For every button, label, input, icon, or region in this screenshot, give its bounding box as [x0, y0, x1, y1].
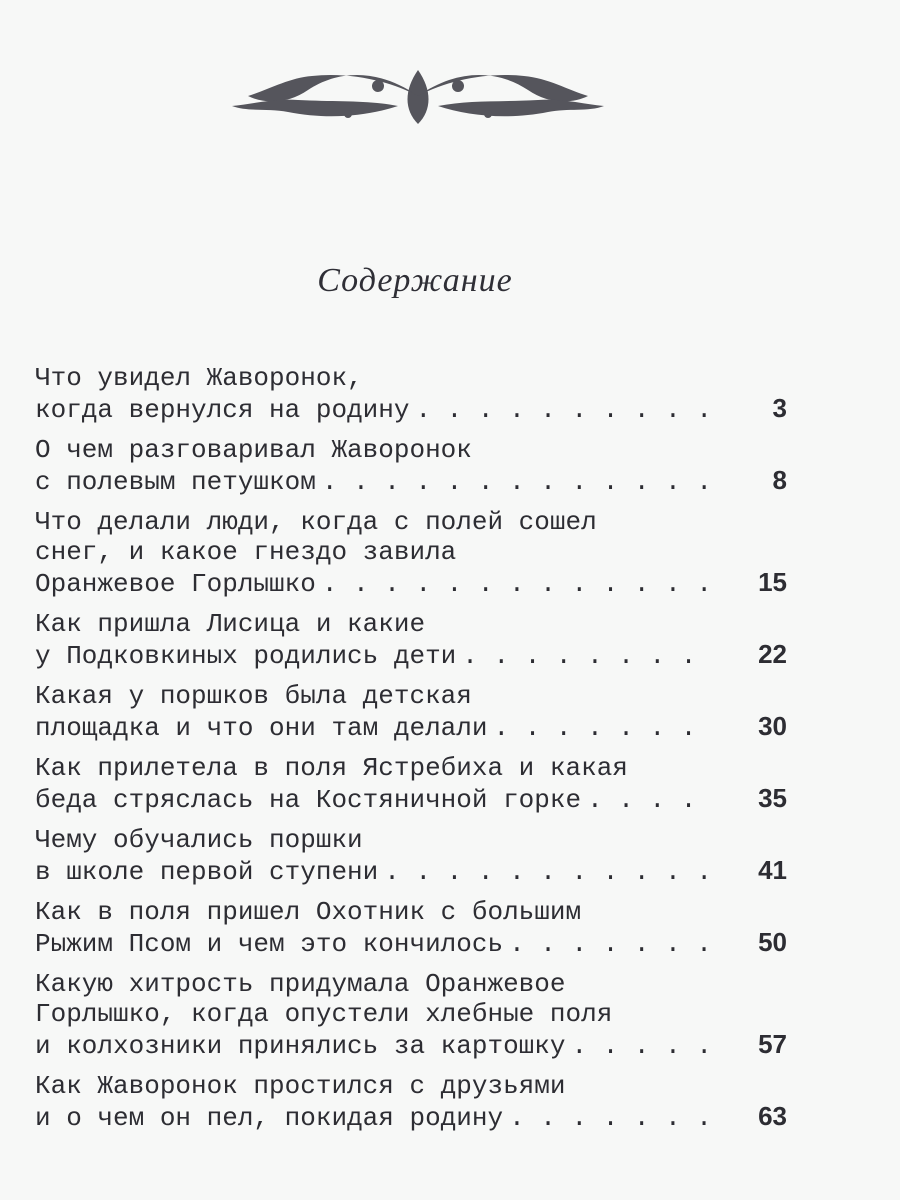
page-number: 35 — [758, 783, 787, 813]
toc-entry-line — [35, 393, 787, 425]
toc-entry-line — [35, 969, 787, 999]
toc-entry-title-line: Как Жаворонок простился с друзьями — [35, 1071, 566, 1101]
toc-entry[interactable] — [35, 507, 787, 599]
toc-entry-title-line: Что делали люди, когда с полей сошел — [35, 507, 597, 537]
dot-leader — [462, 641, 717, 671]
toc-entry-line — [35, 639, 787, 671]
page-title: Содержание — [317, 262, 513, 299]
toc-entry-line — [35, 1029, 787, 1061]
toc-entry-title-line: площадка и что они там делали — [35, 713, 488, 743]
page-number: 57 — [758, 1029, 787, 1059]
dot-leader — [509, 1103, 717, 1133]
toc-entry-line — [35, 537, 787, 567]
toc-entry-title-line: когда вернулся на родину — [35, 395, 410, 425]
toc-entry-title-line: Оранжевое Горлышко — [35, 569, 316, 599]
page-number: 22 — [758, 639, 787, 669]
toc-entry-line — [35, 567, 787, 599]
toc-entry-title-line: О чем разговаривал Жаворонок — [35, 435, 472, 465]
dot-leader — [509, 929, 717, 959]
page-number: 50 — [758, 927, 787, 957]
toc-entry[interactable] — [35, 969, 787, 1061]
toc-entry[interactable] — [35, 609, 787, 671]
dot-leader — [384, 857, 717, 887]
toc-entry-line — [35, 507, 787, 537]
toc-entry-title-line: Как пришла Лисица и какие — [35, 609, 426, 639]
dot-leader — [415, 395, 717, 425]
toc-entry-line — [35, 897, 787, 927]
toc-entry-title-line: Чему обучались поршки — [35, 825, 363, 855]
toc-entry-line — [35, 855, 787, 887]
toc-entry-line — [35, 711, 787, 743]
toc-entry[interactable] — [35, 1071, 787, 1133]
toc-entry-line — [35, 465, 787, 497]
dot-leader — [493, 713, 717, 743]
page-number: 8 — [772, 465, 787, 495]
toc-entry[interactable] — [35, 897, 787, 959]
dot-leader — [322, 467, 717, 497]
toc-entry-title-line: и о чем он пел, покидая родину — [35, 1103, 504, 1133]
toc-entry-line — [35, 1101, 787, 1133]
toc-entry-title-line: Что увидел Жаворонок, — [35, 363, 363, 393]
toc-entry-title-line: снег, и какое гнездо завила — [35, 537, 457, 567]
toc-entry-title-line: с полевым петушком — [35, 467, 316, 497]
toc-entry-title-line: и колхозники принялись за картошку — [35, 1031, 566, 1061]
page-number: 30 — [758, 711, 787, 741]
page-number: 15 — [758, 567, 787, 597]
toc-entry-title-line: Рыжим Псом и чем это кончилось — [35, 929, 504, 959]
toc-entry[interactable] — [35, 435, 787, 497]
toc-entry-line — [35, 999, 787, 1029]
table-of-contents — [35, 363, 787, 1143]
toc-entry-title-line: у Подковкиных родились дети — [35, 641, 457, 671]
dot-leader — [322, 569, 717, 599]
toc-entry-line — [35, 783, 787, 815]
toc-entry[interactable] — [35, 825, 787, 887]
ornament-icon — [228, 60, 608, 130]
page-number: 3 — [772, 393, 787, 423]
toc-entry-line — [35, 1071, 787, 1101]
toc-entry-title-line: Горлышко, когда опустели хлебные поля — [35, 999, 613, 1029]
dot-leader — [572, 1031, 718, 1061]
toc-entry-line — [35, 363, 787, 393]
toc-entry[interactable] — [35, 363, 787, 425]
toc-entry-line — [35, 681, 787, 711]
toc-entry-title-line: Какую хитрость придумала Оранжевое — [35, 969, 566, 999]
toc-entry-title-line: Как прилетела в поля Ястребиха и какая — [35, 753, 628, 783]
toc-entry-title-line: Как в поля пришел Охотник с большим — [35, 897, 582, 927]
toc-entry-line — [35, 435, 787, 465]
dot-leader — [587, 785, 717, 815]
toc-entry-line — [35, 825, 787, 855]
toc-entry-line — [35, 609, 787, 639]
toc-entry-title-line: Какая у поршков была детская — [35, 681, 472, 711]
toc-entry-title-line: беда стряслась на Костяничной горке — [35, 785, 582, 815]
page-number: 63 — [758, 1101, 787, 1131]
toc-entry-line — [35, 753, 787, 783]
toc-entry[interactable] — [35, 753, 787, 815]
toc-entry-title-line: в школе первой ступени — [35, 857, 379, 887]
toc-entry-line — [35, 927, 787, 959]
page-number: 41 — [758, 855, 787, 885]
toc-entry[interactable] — [35, 681, 787, 743]
